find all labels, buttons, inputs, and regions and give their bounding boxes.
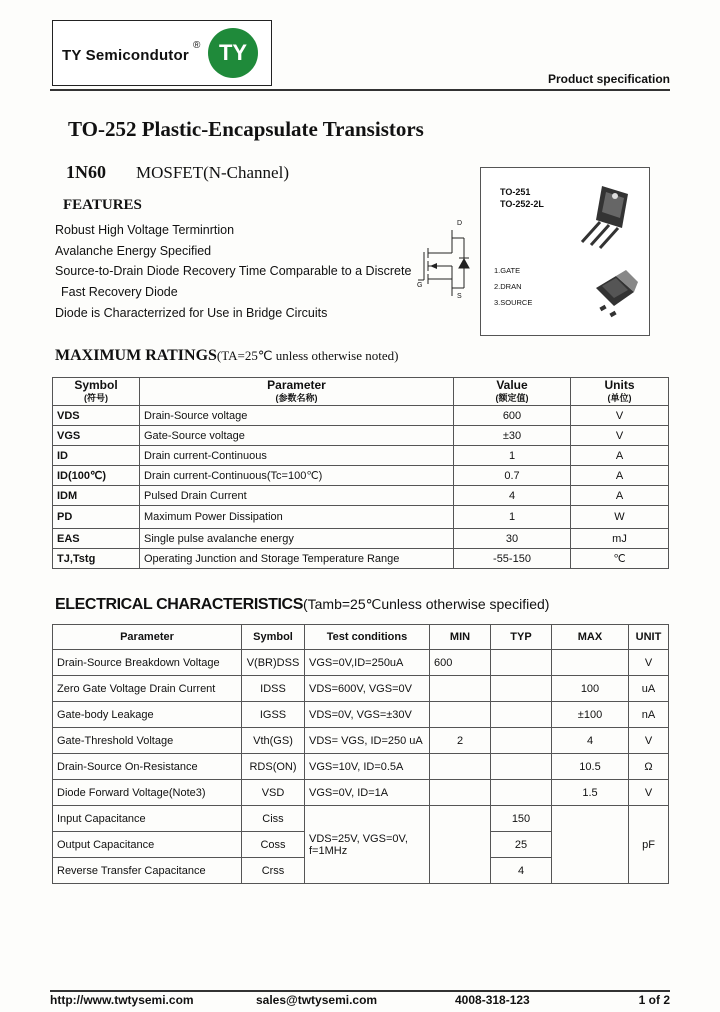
company-logo: TY bbox=[208, 28, 258, 78]
cell-unit: uA bbox=[629, 676, 669, 702]
table-row bbox=[53, 426, 669, 446]
part-number: 1N60 bbox=[66, 162, 106, 182]
table-row bbox=[53, 506, 669, 529]
header-unit: UNIT bbox=[629, 625, 669, 650]
feature-item: Robust High Voltage Terminrtion bbox=[55, 223, 235, 237]
table-row bbox=[53, 466, 669, 486]
cell-unit: V bbox=[629, 780, 669, 806]
cell-parameter: Gate-Source voltage bbox=[140, 426, 454, 446]
feature-item: Fast Recovery Diode bbox=[61, 285, 178, 299]
cell-parameter: Pulsed Drain Current bbox=[140, 486, 454, 506]
cell-conditions: VGS=0V,ID=250uA bbox=[305, 650, 430, 676]
table-row bbox=[53, 406, 669, 426]
cell-parameter: Drain current-Continuous(Tc=100℃) bbox=[140, 466, 454, 486]
registered-mark: ® bbox=[193, 40, 201, 51]
table-row bbox=[53, 549, 669, 569]
cell-min bbox=[430, 754, 491, 780]
table-row bbox=[53, 754, 669, 780]
cell-typ bbox=[491, 650, 552, 676]
company-name: TY Semicondutor bbox=[62, 47, 189, 64]
cell-conditions: VDS=0V, VGS=±30V bbox=[305, 702, 430, 728]
spec-label: Product specification bbox=[547, 72, 670, 86]
cell-typ: 25 bbox=[491, 832, 552, 858]
cell-max: 10.5 bbox=[552, 754, 629, 780]
header-parameter: Parameter (参数名称) bbox=[140, 378, 454, 406]
ratings-table bbox=[52, 377, 669, 569]
table-row bbox=[53, 650, 669, 676]
cell-unit: pF bbox=[629, 806, 669, 884]
cell-parameter: Diode Forward Voltage(Note3) bbox=[53, 780, 242, 806]
cell-parameter: Maximum Power Dissipation bbox=[140, 506, 454, 529]
cell-conditions: VDS=25V, VGS=0V, f=1MHz bbox=[305, 806, 430, 884]
package-drawing-icon bbox=[572, 178, 642, 328]
ratings-title: MAXIMUM RATINGS bbox=[55, 347, 217, 364]
header-divider bbox=[50, 89, 670, 91]
cell-max: 100 bbox=[552, 676, 629, 702]
cell-unit: A bbox=[571, 446, 669, 466]
cell-symbol: VSD bbox=[242, 780, 305, 806]
cell-max: 1.5 bbox=[552, 780, 629, 806]
cell-unit: Ω bbox=[629, 754, 669, 780]
gate-label: G bbox=[417, 282, 423, 289]
cell-symbol: IDM bbox=[53, 486, 140, 506]
electrical-table bbox=[52, 624, 669, 884]
table-row bbox=[53, 806, 669, 832]
cell-value: 0.7 bbox=[454, 466, 571, 486]
table-row bbox=[53, 446, 669, 466]
cell-symbol: RDS(ON) bbox=[242, 754, 305, 780]
cell-unit: A bbox=[571, 486, 669, 506]
cell-typ bbox=[491, 780, 552, 806]
cell-typ bbox=[491, 702, 552, 728]
cell-unit: ℃ bbox=[571, 549, 669, 569]
package-name: TO-252-2L bbox=[500, 199, 544, 209]
cell-parameter: Operating Junction and Storage Temperature Range bbox=[140, 549, 454, 569]
page-number: 1 of 2 bbox=[638, 993, 670, 1007]
cell-parameter: Drain-Source On-Resistance bbox=[53, 754, 242, 780]
cell-symbol: VDS bbox=[53, 406, 140, 426]
cell-symbol: ID bbox=[53, 446, 140, 466]
cell-symbol: VGS bbox=[53, 426, 140, 446]
cell-typ: 150 bbox=[491, 806, 552, 832]
cell-symbol: EAS bbox=[53, 529, 140, 549]
drain-label: D bbox=[457, 220, 463, 227]
feature-item: Avalanche Energy Specified bbox=[55, 244, 212, 258]
cell-parameter: Single pulse avalanche energy bbox=[140, 529, 454, 549]
cell-unit: W bbox=[571, 506, 669, 529]
features-heading: FEATURES bbox=[63, 197, 142, 213]
pin-label: 1.GATE bbox=[494, 266, 521, 275]
cell-typ: 4 bbox=[491, 858, 552, 884]
pin-label: 2.DRAN bbox=[494, 282, 522, 291]
cell-conditions: VDS= VGS, ID=250 uA bbox=[305, 728, 430, 754]
cell-value: 600 bbox=[454, 406, 571, 426]
cell-symbol: Coss bbox=[242, 832, 305, 858]
table-row bbox=[53, 529, 669, 549]
cell-conditions: VDS=600V, VGS=0V bbox=[305, 676, 430, 702]
cell-parameter: Zero Gate Voltage Drain Current bbox=[53, 676, 242, 702]
page-title: TO-252 Plastic-Encapsulate Transistors bbox=[68, 117, 424, 141]
source-label: S bbox=[457, 293, 462, 300]
cell-max: ±100 bbox=[552, 702, 629, 728]
header-units: Units (单位) bbox=[571, 378, 669, 406]
table-row bbox=[53, 486, 669, 506]
cell-value: 1 bbox=[454, 446, 571, 466]
cell-parameter: Gate-body Leakage bbox=[53, 702, 242, 728]
package-name: TO-251 bbox=[500, 187, 531, 197]
header-value: Value (额定值) bbox=[454, 378, 571, 406]
cell-value: 30 bbox=[454, 529, 571, 549]
header-symbol: Symbol bbox=[242, 625, 305, 650]
cell-parameter: Input Capacitance bbox=[53, 806, 242, 832]
cell-unit: V bbox=[629, 728, 669, 754]
cell-unit: V bbox=[629, 650, 669, 676]
footer-email-link[interactable]: sales@twtysemi.com bbox=[256, 993, 378, 1007]
cell-unit: nA bbox=[629, 702, 669, 728]
cell-symbol: ID(100℃) bbox=[53, 466, 140, 486]
cell-value: 1 bbox=[454, 506, 571, 529]
footer-divider bbox=[50, 990, 670, 992]
cell-min: 2 bbox=[430, 728, 491, 754]
cell-max bbox=[552, 650, 629, 676]
cell-conditions: VGS=10V, ID=0.5A bbox=[305, 754, 430, 780]
feature-item: Diode is Characterrized for Use in Bridge Circuits bbox=[55, 306, 328, 320]
ratings-heading bbox=[55, 347, 398, 365]
cell-max: 4 bbox=[552, 728, 629, 754]
cell-value: ±30 bbox=[454, 426, 571, 446]
cell-symbol: Crss bbox=[242, 858, 305, 884]
cell-conditions: VGS=0V, ID=1A bbox=[305, 780, 430, 806]
table-row bbox=[53, 676, 669, 702]
cell-parameter: Drain current-Continuous bbox=[140, 446, 454, 466]
electrical-heading bbox=[55, 596, 549, 614]
cell-min bbox=[430, 806, 491, 884]
electrical-note: (Tamb=25℃unless otherwise specified) bbox=[302, 596, 550, 612]
table-header-row bbox=[53, 378, 669, 406]
electrical-title: ELECTRICAL CHARACTERISTICS bbox=[55, 596, 303, 613]
table-row bbox=[53, 780, 669, 806]
cell-value: -55-150 bbox=[454, 549, 571, 569]
table-row bbox=[53, 702, 669, 728]
table-header-row bbox=[53, 625, 669, 650]
cell-max bbox=[552, 806, 629, 884]
cell-min bbox=[430, 780, 491, 806]
cell-value: 4 bbox=[454, 486, 571, 506]
footer-website-link[interactable]: http://www.twtysemi.com bbox=[50, 993, 194, 1007]
header-symbol: Symbol (符号) bbox=[53, 378, 140, 406]
pin-label: 3.SOURCE bbox=[494, 298, 533, 307]
cell-parameter: Drain-Source Breakdown Voltage bbox=[53, 650, 242, 676]
header-typ: TYP bbox=[491, 625, 552, 650]
cell-symbol: Vth(GS) bbox=[242, 728, 305, 754]
header-min: MIN bbox=[430, 625, 491, 650]
cell-unit: A bbox=[571, 466, 669, 486]
cell-unit: V bbox=[571, 426, 669, 446]
cell-parameter: Reverse Transfer Capacitance bbox=[53, 858, 242, 884]
header-conditions: Test conditions bbox=[305, 625, 430, 650]
cell-symbol: IDSS bbox=[242, 676, 305, 702]
cell-parameter: Output Capacitance bbox=[53, 832, 242, 858]
cell-min bbox=[430, 676, 491, 702]
ratings-note: (TA=25℃ unless otherwise noted) bbox=[216, 348, 399, 363]
header-max: MAX bbox=[552, 625, 629, 650]
part-type: MOSFET(N-Channel) bbox=[136, 163, 289, 182]
cell-min: 600 bbox=[430, 650, 491, 676]
table-row bbox=[53, 728, 669, 754]
cell-typ bbox=[491, 754, 552, 780]
cell-symbol: TJ,Tstg bbox=[53, 549, 140, 569]
cell-parameter: Drain-Source voltage bbox=[140, 406, 454, 426]
cell-typ bbox=[491, 676, 552, 702]
header-parameter: Parameter bbox=[53, 625, 242, 650]
cell-symbol: PD bbox=[53, 506, 140, 529]
cell-unit: mJ bbox=[571, 529, 669, 549]
cell-typ bbox=[491, 728, 552, 754]
cell-symbol: Ciss bbox=[242, 806, 305, 832]
feature-item: Source-to-Drain Diode Recovery Time Comparable to a Discrete bbox=[55, 264, 412, 278]
footer-phone: 4008-318-123 bbox=[455, 993, 530, 1007]
cell-unit: V bbox=[571, 406, 669, 426]
cell-min bbox=[430, 702, 491, 728]
cell-symbol: V(BR)DSS bbox=[242, 650, 305, 676]
cell-parameter: Gate-Threshold Voltage bbox=[53, 728, 242, 754]
cell-symbol: IGSS bbox=[242, 702, 305, 728]
